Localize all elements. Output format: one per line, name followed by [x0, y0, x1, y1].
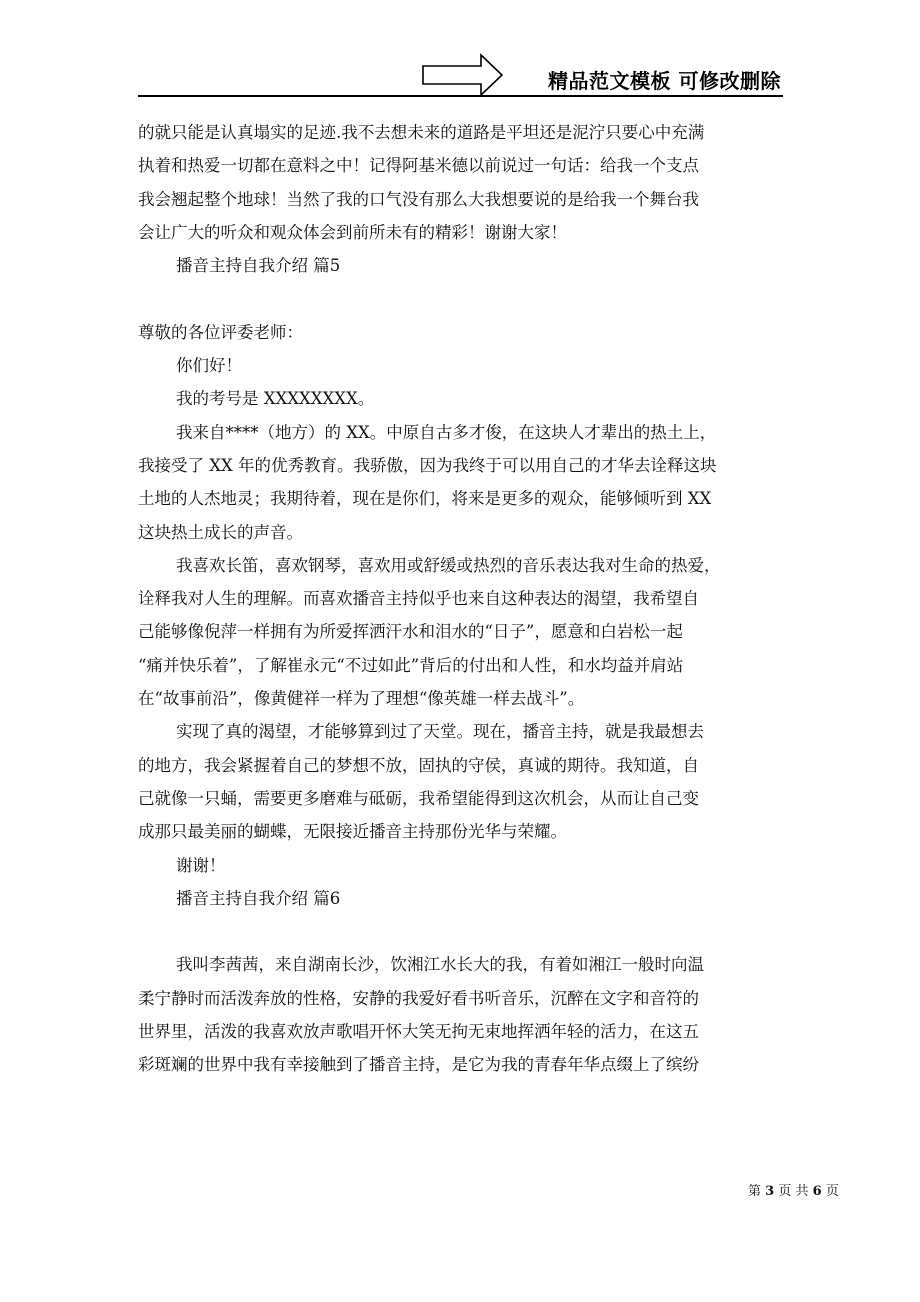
footer-suffix: 页	[825, 1184, 839, 1199]
text-line: 在“故事前沿”，像黄健祥一样为了理想“像英雄一样去战斗”。	[138, 689, 585, 709]
total-pages-number: 6	[812, 1184, 822, 1199]
text-line: 彩斑斓的世界中我有幸接触到了播音主持，是它为我的青春年华点缀上了缤纷	[138, 1055, 699, 1075]
text-line: 播音主持自我介绍 篇6	[176, 888, 341, 908]
text-line: “痛并快乐着”，了解崔永元“不过如此”背后的付出和人性，和水均益并肩站	[138, 655, 684, 675]
right-arrow-outline-icon	[421, 52, 505, 98]
text-line: 土地的人杰地灵；我期待着，现在是你们，将来是更多的观众，能够倾听到 XX	[138, 489, 712, 509]
text-line: 的就只能是认真塌实的足迹.我不去想未来的道路是平坦还是泥泞只要心中充满	[138, 123, 705, 142]
text-line: 这块热土成长的声音。	[138, 522, 303, 542]
blank-line	[138, 915, 783, 948]
text-line: 柔宁静时而活泼奔放的性格，安静的我爱好看书听音乐，沉醉在文字和音符的	[138, 988, 699, 1008]
text-line: 谢谢！	[176, 855, 226, 875]
header-title: 精品范文模板 可修改删除	[548, 69, 781, 93]
text-line: 我的考号是 XXXXXXXX。	[176, 389, 375, 409]
blank-line	[138, 282, 783, 315]
text-line: 我接受了 XX 年的优秀教育。我骄傲，因为我终于可以用自己的才华去诠释这块	[138, 455, 717, 475]
text-line: 我来自****（地方）的 XX。中原自古多才俊，在这块人才辈出的热土上，	[176, 422, 717, 442]
document-body	[138, 116, 783, 1082]
text-line: 我喜欢长笛，喜欢钢琴，喜欢用或舒缓或热烈的音乐表达我对生命的热爱，	[176, 555, 721, 575]
text-line: 我叫李茜茜，来自湖南长沙，饮湘江水长大的我，有着如湘江一般时向温	[176, 955, 704, 975]
header-divider	[138, 95, 783, 97]
text-line: 诠释我对人生的理解。而喜欢播音主持似乎也来自这种表达的渴望，我希望自	[138, 589, 699, 609]
footer-middle: 页 共	[778, 1184, 809, 1199]
footer-prefix: 第	[748, 1184, 762, 1199]
text-line: 世界里，活泼的我喜欢放声歌唱开怀大笑无拘无束地挥洒年轻的活力，在这五	[138, 1022, 699, 1042]
text-line: 的地方，我会紧握着自己的梦想不放，固执的守侯，真诚的期待。我知道，自	[138, 755, 699, 775]
text-line: 播音主持自我介绍 篇5	[176, 256, 341, 276]
text-line: 己能够像倪萍一样拥有为所爱挥洒汗水和泪水的“日子”，愿意和白岩松一起	[138, 622, 683, 642]
text-line: 执着和热爱一切都在意料之中！记得阿基米德以前说过一句话：给我一个支点	[138, 156, 699, 176]
text-line: 会让广大的听众和观众体会到前所未有的精彩！谢谢大家！	[138, 222, 567, 242]
page-footer	[748, 1180, 839, 1199]
page-header	[138, 48, 783, 98]
current-page-number: 3	[765, 1184, 775, 1199]
text-line: 尊敬的各位评委老师：	[138, 322, 303, 342]
text-line: 成那只最美丽的蝴蝶，无限接近播音主持那份光华与荣耀。	[138, 822, 567, 842]
text-line: 我会翘起整个地球！当然了我的口气没有那么大我想要说的是给我一个舞台我	[138, 189, 699, 209]
text-line: 实现了真的渴望，才能够算到过了天堂。现在，播音主持，就是我最想去	[176, 722, 704, 742]
text-line: 己就像一只蛹，需要更多磨难与砥砺，我希望能得到这次机会，从而让自己变	[138, 788, 699, 808]
text-line: 你们好！	[176, 356, 242, 376]
